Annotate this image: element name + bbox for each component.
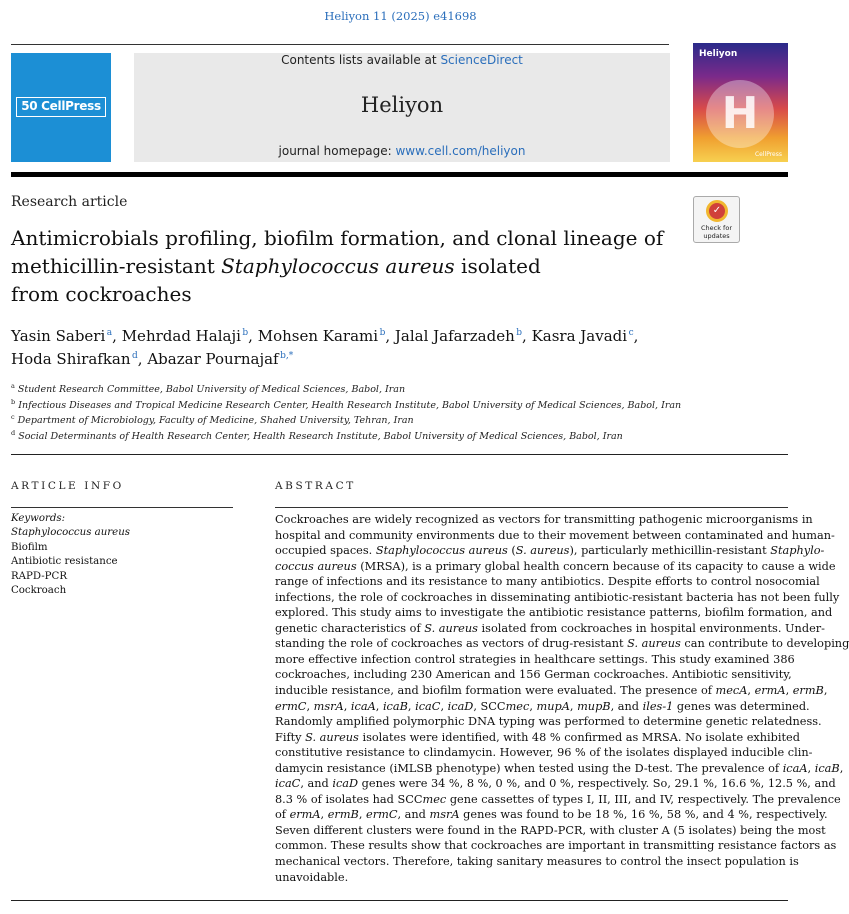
keyword-item[interactable]: RAPD-PCR bbox=[11, 570, 68, 582]
affiliation-list bbox=[11, 382, 771, 444]
article-type: Research article bbox=[11, 194, 128, 210]
title-line-2 bbox=[11, 252, 691, 280]
abstract-line: constitutive resistance to clindamycin. However, 96 % of the isolates displayed inducible clin- bbox=[275, 746, 813, 760]
keyword-item[interactable]: Antibiotic resistance bbox=[11, 556, 118, 568]
title-species: Staphylococcus aureus bbox=[221, 254, 455, 278]
keyword-item[interactable] bbox=[11, 526, 231, 540]
cover-title: Heliyon bbox=[699, 49, 738, 59]
author-affiliation-link[interactable]: d bbox=[132, 351, 138, 361]
author-name[interactable]: Yasin Saberi bbox=[11, 327, 106, 345]
check-for-updates-button[interactable] bbox=[693, 196, 740, 243]
keyword-text: Staphylococcus aureus bbox=[11, 527, 130, 539]
author-affiliation-link[interactable]: b bbox=[379, 328, 386, 338]
abstract-line: coccus aureus (MRSA), is a primary global health concern because of its capacity to cause a wide bbox=[275, 559, 836, 573]
author-affiliation-link[interactable]: a bbox=[106, 328, 113, 338]
affiliation-item bbox=[11, 382, 771, 398]
section-divider bbox=[11, 454, 788, 455]
affiliation-item bbox=[11, 429, 771, 445]
cellpress-logo-text: 50 CellPress bbox=[16, 97, 106, 117]
author-name[interactable]: Mehrdad Halaji bbox=[121, 327, 241, 345]
abstract-line: Randomly amplified polymorphic DNA typing was performed to determine genetic relatedness. bbox=[275, 715, 822, 729]
check-updates-label bbox=[694, 224, 739, 240]
abstract-line: Fifty S. aureus isolates were identified, with 48 % confirmed as MRSA. No isolate exhibited bbox=[275, 730, 800, 744]
author-affiliation-link[interactable]: b bbox=[242, 328, 249, 338]
abstract-line: infections, the role of cockroaches in disseminating antibiotic-resistant bacteria has not been fully bbox=[275, 590, 840, 604]
abstract-line: ermC, msrA, icaA, icaB, icaC, icaD, SCCmec, mupA, mupB, and iles-1 genes was determined. bbox=[275, 699, 810, 713]
cover-letter: H bbox=[721, 88, 759, 139]
author-affiliation-link[interactable]: c bbox=[628, 328, 634, 338]
affiliation-key: c bbox=[11, 412, 15, 421]
header-top-rule bbox=[11, 44, 669, 45]
abstract-line: 8.3 % of isolates had SCCmec gene cassettes of types I, II, III, and IV, respectively. The prevalence bbox=[275, 792, 841, 806]
abstract-line: range of infections and its resistance to many antibiotics. Despite efforts to control nosocomial bbox=[275, 575, 820, 589]
contents-line bbox=[134, 53, 670, 67]
journal-homepage-link[interactable]: www.cell.com/heliyon bbox=[395, 144, 526, 158]
abstract-line: unavoidable. bbox=[275, 870, 349, 884]
title-part: methicillin-resistant bbox=[11, 254, 222, 278]
abstract-rule bbox=[275, 507, 788, 508]
author-name[interactable]: Abazar Pournajaf bbox=[147, 350, 279, 368]
abstract-text bbox=[275, 512, 849, 885]
author-line-2: Hoda Shirafkan $^d$, Abazar Pournajaf $^{b,*}$ bbox=[11, 350, 294, 368]
abstract-line: occupied spaces. Staphylococcus aureus (S. aureus), particularly methicillin-resistant Staphylo- bbox=[275, 544, 825, 558]
abstract-line: of ermA, ermB, ermC, and msrA genes was found to be 18 %, 16 %, 58 %, and 4 %, respectively. bbox=[275, 808, 828, 822]
author-affiliation-link[interactable]: b bbox=[516, 328, 523, 338]
journal-cover-thumbnail[interactable] bbox=[693, 43, 788, 162]
article-info-heading: ARTICLE INFO bbox=[11, 480, 124, 492]
title-line-3: from cockroaches bbox=[11, 282, 192, 306]
affiliation-item bbox=[11, 398, 771, 414]
abstract-line: hospital and community environments due to their movement between contaminated and human- bbox=[275, 528, 835, 542]
journal-reference[interactable]: Heliyon 11 (2025) e41698 bbox=[324, 9, 477, 23]
affiliation-key: d bbox=[11, 428, 16, 437]
abstract-line: damycin resistance (iMLSB phenotype) when tested using the D-test. The prevalence of icaA, icaB, bbox=[275, 761, 844, 775]
keywords-label: Keywords: bbox=[11, 513, 66, 524]
author-name[interactable]: Hoda Shirafkan bbox=[11, 350, 131, 368]
affiliation-key: b bbox=[11, 397, 16, 406]
author-affiliation-link[interactable]: b,* bbox=[280, 351, 294, 361]
affiliation-text: Social Determinants of Health Research Center, Health Research Institute, Babol University of Medical Sciences, Babol, Iran bbox=[18, 430, 623, 442]
affiliation-text: Infectious Diseases and Tropical Medicine Research Center, Health Research Institute, Babol University of Medical Sciences, Babol, Iran bbox=[18, 399, 682, 411]
bookmark-icon: ✓ bbox=[712, 205, 722, 216]
header-thick-rule bbox=[11, 172, 788, 177]
sciencedirect-link[interactable]: ScienceDirect bbox=[440, 53, 523, 67]
abstract-line: Cockroaches are widely recognized as vectors for transmitting pathogenic microorganisms in bbox=[275, 513, 813, 526]
affiliation-text: Department of Microbiology, Faculty of Medicine, Shahed University, Tehran, Iran bbox=[17, 415, 414, 426]
check-updates-label-2: updates bbox=[703, 232, 730, 240]
affiliation-key: a bbox=[11, 381, 15, 390]
abstract-line: mechanical vectors. Therefore, taking sanitary measures to control the insect population is bbox=[275, 855, 799, 869]
title-part: isolated bbox=[454, 254, 541, 278]
abstract-line: cockroaches, including 230 American and 156 German cockroaches. Antibiotic sensitivity, bbox=[275, 668, 792, 682]
abstract-line: more effective infection control strategies in healthcare settings. This study examined 386 bbox=[275, 652, 795, 666]
cellpress-logo[interactable] bbox=[11, 53, 111, 162]
affiliation-item bbox=[11, 413, 771, 429]
abstract-line: genetic characteristics of S. aureus isolated from cockroaches in hospital environments. Under- bbox=[275, 621, 825, 635]
keyword-item[interactable]: Cockroach bbox=[11, 585, 67, 597]
article-info-rule bbox=[11, 507, 233, 508]
homepage-line bbox=[134, 144, 670, 158]
cover-footer: CellPress bbox=[754, 151, 782, 158]
author-name[interactable]: Kasra Javadi bbox=[531, 327, 628, 345]
abstract-line: explored. This study aims to investigate the antibiotic resistance patterns, biofilm formation, and bbox=[275, 606, 833, 620]
keywords-block bbox=[11, 512, 231, 598]
author-list bbox=[11, 325, 711, 371]
article-title bbox=[11, 224, 691, 308]
abstract-line: icaC, and icaD genes were 34 %, 8 %, 0 %, and 0 %, respectively. So, 29.1 %, 16.6 %, 12.5 %, and bbox=[275, 777, 836, 791]
journal-name: Heliyon bbox=[360, 93, 444, 117]
abstract-line: Seven different clusters were found in the RAPD-PCR, with cluster A (5 isolates) being the most bbox=[275, 823, 826, 837]
author-name[interactable]: Jalal Jafarzadeh bbox=[394, 327, 515, 345]
contents-prefix: Contents lists available at bbox=[281, 53, 441, 67]
homepage-prefix: journal homepage: bbox=[278, 144, 396, 158]
abstract-line: inducible resistance, and biofilm formation were evaluated. The presence of mecA, ermA, ermB, bbox=[275, 684, 828, 698]
keyword-item[interactable]: Biofilm bbox=[11, 541, 48, 553]
journal-header-box bbox=[134, 53, 670, 162]
abstract-heading: ABSTRACT bbox=[275, 480, 356, 492]
footer-rule bbox=[11, 900, 788, 901]
author-name[interactable]: Mohsen Karami bbox=[257, 327, 379, 345]
check-updates-label-1: Check for bbox=[701, 224, 732, 232]
affiliation-text: Student Research Committee, Babol University of Medical Sciences, Babol, Iran bbox=[17, 384, 406, 395]
abstract-line: common. These results show that cockroaches are important in transmitting resistance factors as bbox=[275, 839, 837, 853]
abstract-line: standing the role of cockroaches as vectors of drug-resistant S. aureus can contribute to developing bbox=[275, 637, 849, 651]
author-line-1: Yasin Saberi $^a$, Mehrdad Halaji $^b$, Mohsen Karami $^b$, Jalal Jafarzadeh $^b$, Kasra Javadi $^c$, bbox=[11, 327, 639, 345]
check-updates-icon bbox=[706, 200, 728, 222]
title-line-1: Antimicrobials profiling, biofilm formation, and clonal lineage of bbox=[11, 226, 664, 250]
